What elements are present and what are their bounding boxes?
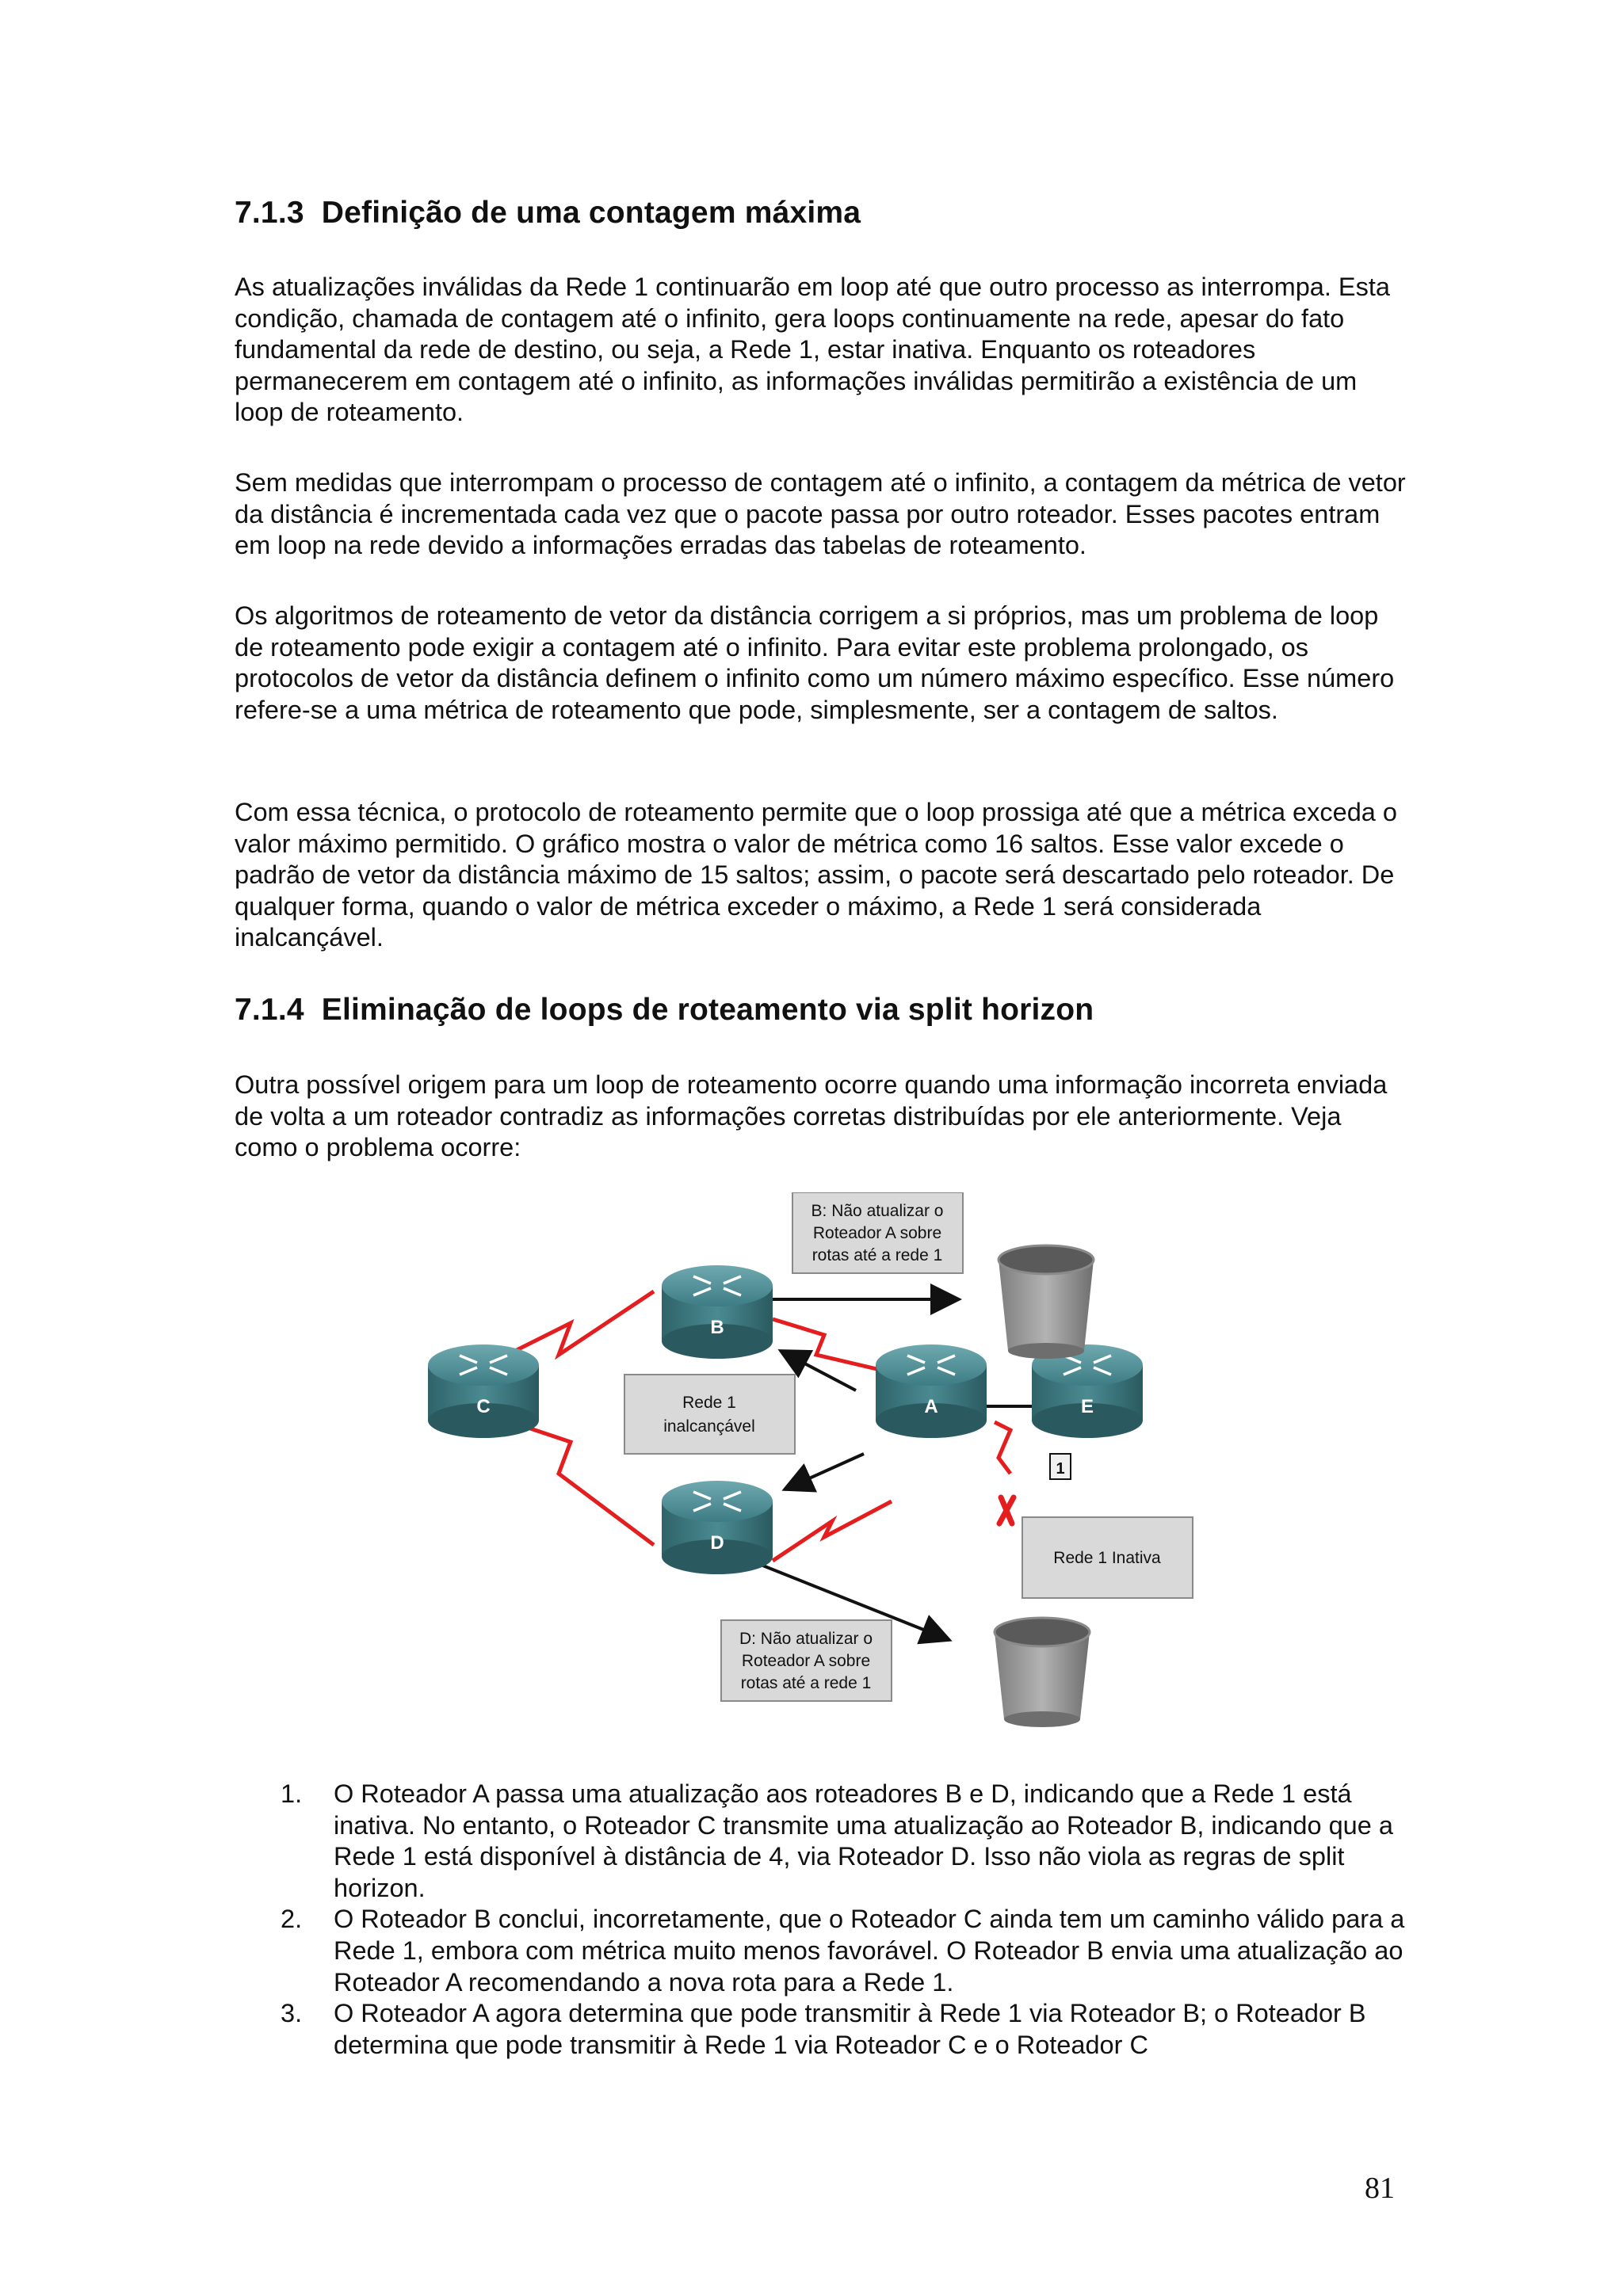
router-b [662,1265,773,1359]
section-heading-7-1-4: 7.1.4 Eliminação de loops de roteamento via split horizon [235,993,1094,1027]
svg-text:Rede 1: Rede 1 [682,1394,736,1412]
router-a [876,1344,987,1438]
x-mark-net [999,1497,1014,1524]
label-router-b-rule [792,1192,963,1273]
router-c-label: C [476,1396,491,1417]
list-item: 2. O Roteador B conclui, incorretamente, que o Roteador C ainda tem um caminho válido para a Rede 1, embora com métrica muito menos favorável. O Roteador B envia uma atualização ao Roteador A recomendando a nova rota para a Rede 1. [281,1905,1405,1997]
link-b-a [773,1319,884,1371]
svg-text:Rede 1 Inativa: Rede 1 Inativa [1053,1549,1161,1567]
link-d-a [773,1501,892,1561]
label-unreachable [624,1375,795,1454]
svg-text:1: 1 [1056,1460,1065,1478]
svg-text:rotas até a rede 1: rotas até a rede 1 [812,1246,943,1264]
svg-text:D: Não atualizar o: D: Não atualizar o [739,1630,873,1648]
paragraph-5: Outra possível origem para um loop de roteamento ocorre quando uma informação incorreta enviada de volta a um roteador contradiz as informações corretas distribuídas por ele anteriormente. Veja como o problema ocorre: [235,1070,1388,1162]
bin-top-icon [999,1245,1094,1359]
page-number: 81 [1365,2172,1395,2205]
arrow-a-to-d [785,1454,864,1489]
list-item: 3. O Roteador A agora determina que pode transmitir à Rede 1 via Roteador B; o Roteador B determina que pode transmitir à Rede 1 via Roteador C e o Roteador C [281,1999,1366,2059]
svg-text:inalcançável: inalcançável [663,1417,755,1436]
split-horizon-diagram [412,1192,1212,1731]
list-item: 1. O Roteador A passa uma atualização aos roteadores B e D, indicando que a Rede 1 está inativa. No entanto, o Roteador C transmite uma atualização ao Roteador B, indicando que a Rede 1 está disponível à distância de 4, via Roteador D. Isso não viola as regras de split horizon. [281,1779,1393,1902]
router-d-label: D [710,1532,724,1554]
router-b-label: B [710,1317,724,1338]
router-c [428,1344,539,1438]
steps-list [235,1779,1407,2061]
router-a-label: A [924,1396,938,1417]
svg-text:rotas até a rede 1: rotas até a rede 1 [740,1674,872,1692]
section-heading-7-1-3: 7.1.3 Definição de uma contagem máxima [235,196,861,230]
router-e-label: E [1080,1396,1094,1417]
svg-text:B: Não atualizar o: B: Não atualizar o [811,1202,944,1220]
link-e-net [995,1422,1010,1474]
paragraph-3: Os algoritmos de roteamento de vetor da distância corrigem a si próprios, mas um problema de loop de roteamento pode exigir a contagem até o infinito. Para evitar este problema prolongado, os protocolos de vetor da distância definem o infinito como um número máximo específico. Esse número refere-se a uma métrica de roteamento que pode, simplesmente, ser a contagem de saltos. [235,601,1395,724]
bin-bottom-icon [995,1618,1090,1727]
svg-text:Roteador A sobre: Roteador A sobre [812,1224,942,1242]
svg-text:Roteador A sobre: Roteador A sobre [741,1652,871,1670]
label-network-inactive [1022,1517,1193,1598]
paragraph-4: Com essa técnica, o protocolo de roteamento permite que o loop prossiga até que a métrica exceda o valor máximo permitido. O gráfico mostra o valor de métrica como 16 saltos. Esse valor excede o padrão de vetor da distância máximo de 15 saltos; assim, o pacote será descartado pelo roteador. De qualquer forma, quando o valor de métrica exceder o máximo, a Rede 1 será considerada inalcançável. [235,798,1397,952]
paragraph-1: As atualizações inválidas da Rede 1 continuarão em loop até que outro processo as interrompa. Esta condição, chamada de contagem até o infinito, gera loops continuamente na rede, apesar do fato fundamental da rede de destino, ou seja, a Rede 1, estar inativa. Enquanto os roteadores permanecerem em contagem até o infinito, as informações inválidas permitirão a existência de um loop de roteamento. [235,273,1390,427]
badge-metric [1050,1454,1071,1479]
router-d [662,1481,773,1574]
paragraph-2: Sem medidas que interrompam o processo de contagem até o infinito, a contagem da métrica de vetor da distância é incrementada cada vez que o pacote passa por outro roteador. Esses pacotes entram em loop na rede devido a informações erradas das tabelas de roteamento. [235,468,1406,560]
label-router-d-rule [721,1620,892,1701]
